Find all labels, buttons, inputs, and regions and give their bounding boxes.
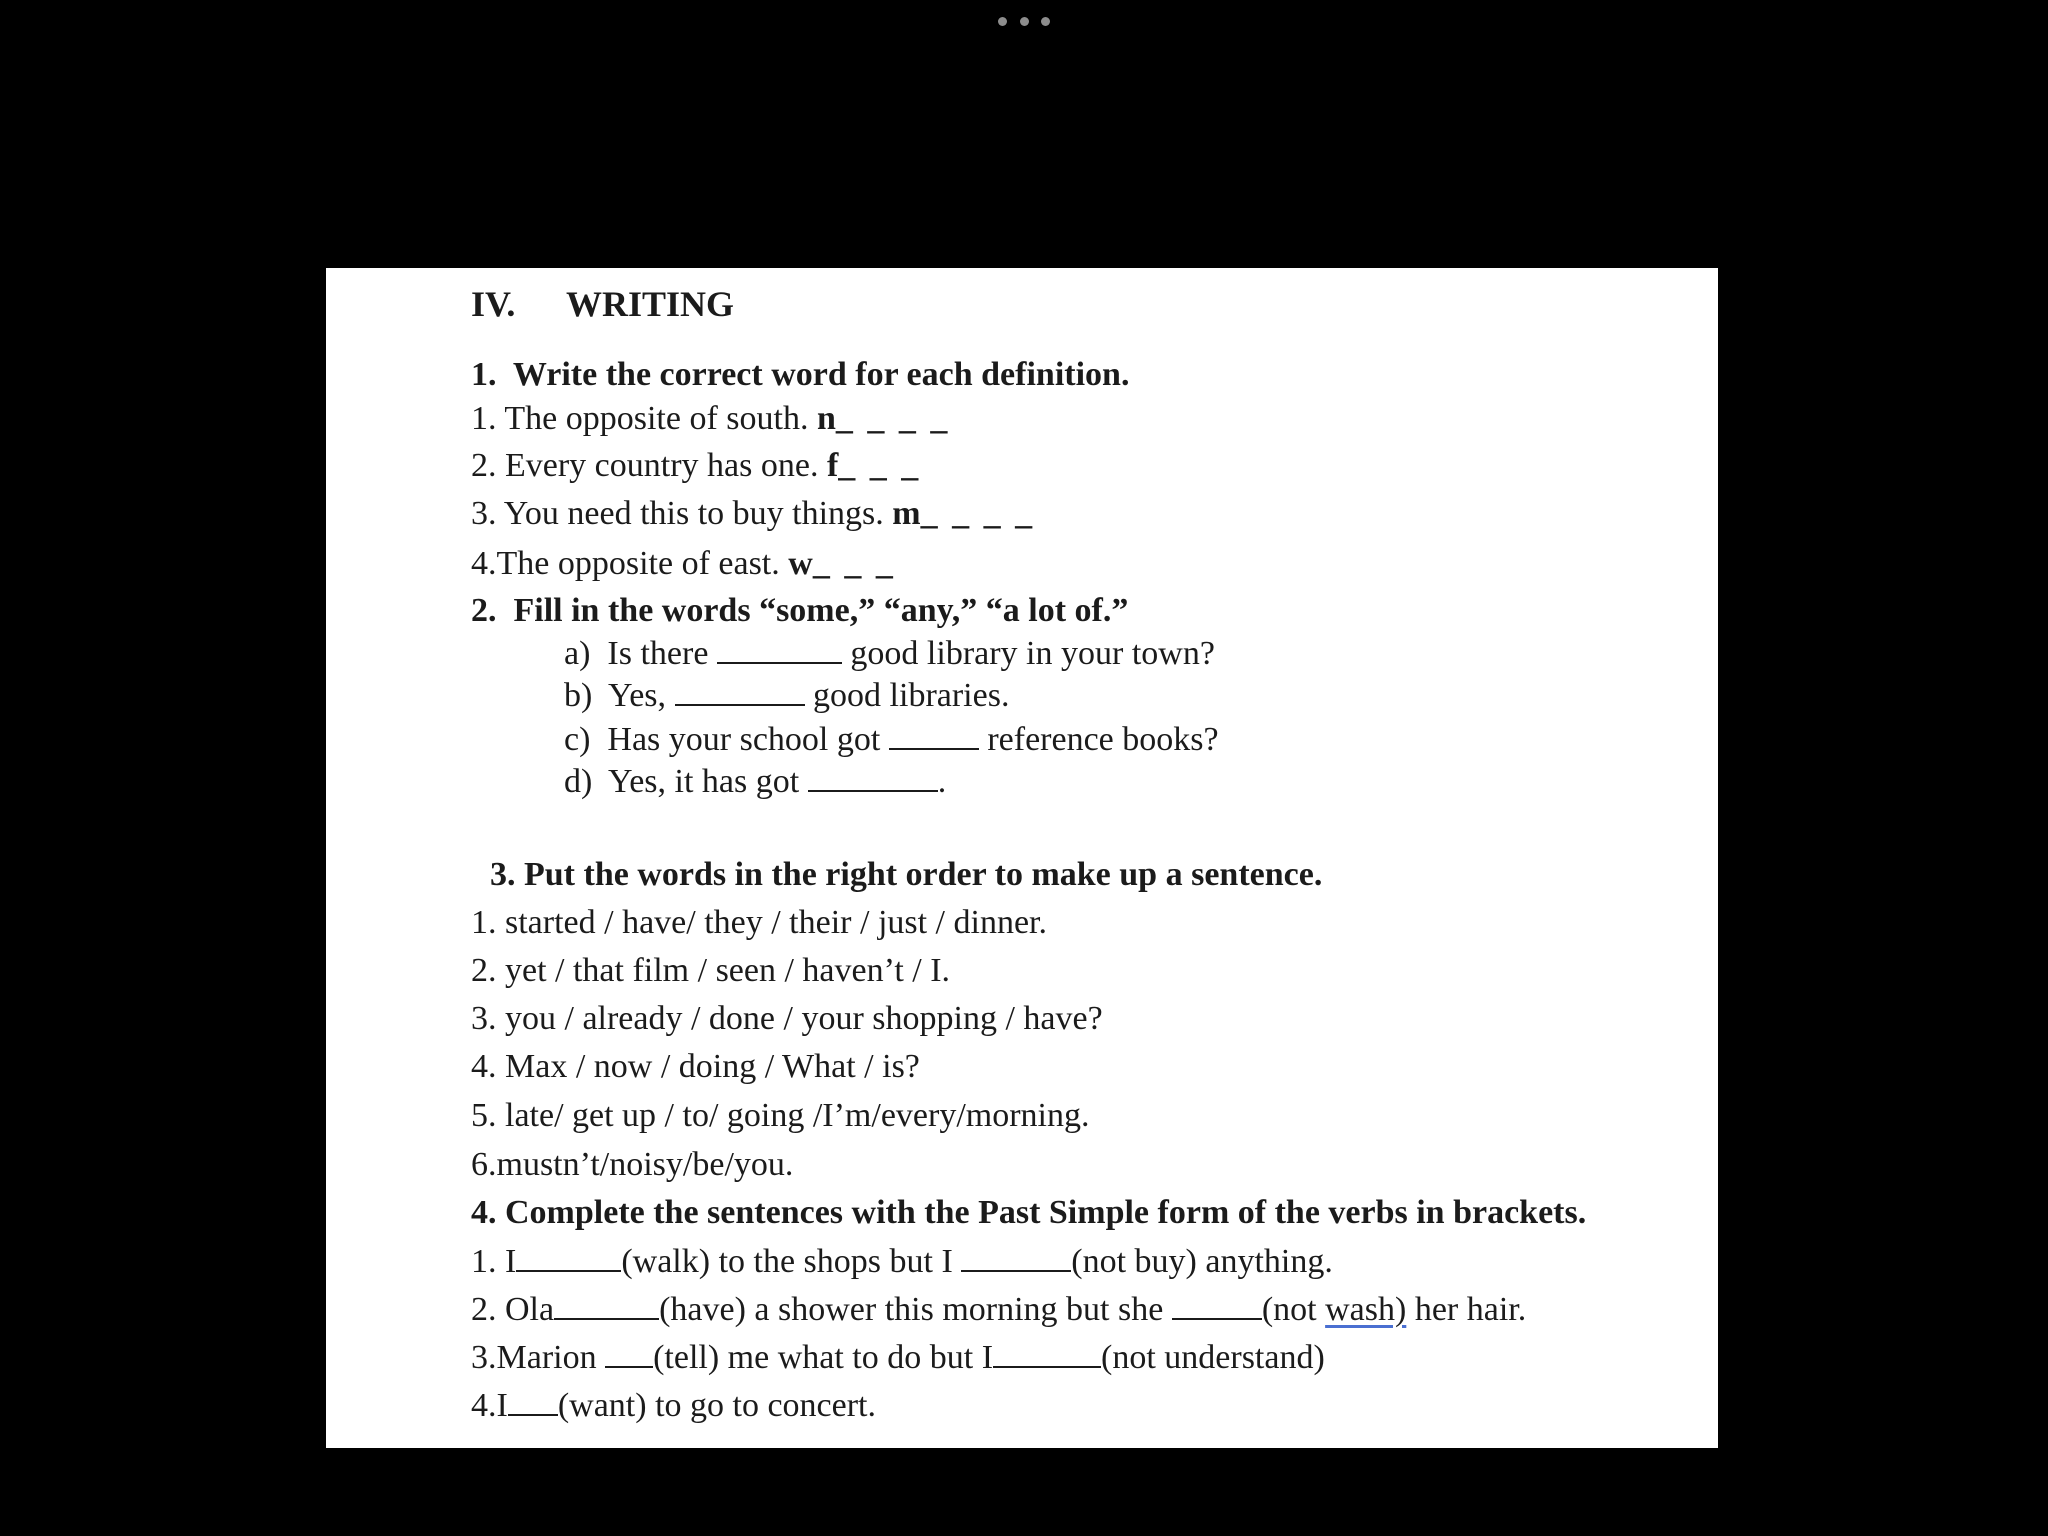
answer-blank[interactable] — [516, 1244, 621, 1272]
answer-blank[interactable] — [554, 1292, 659, 1320]
section-number: IV. — [471, 284, 516, 324]
exercise-2-item — [564, 764, 946, 799]
answer-blank[interactable] — [993, 1340, 1101, 1368]
exercise-4-item — [471, 1244, 1333, 1279]
exercise-3-item: 5. late/ get up / to/ going /I’m/every/morning. — [471, 1097, 1090, 1134]
exercise-4-item — [471, 1388, 876, 1423]
exercise-3-item: 6.mustn’t/noisy/be/you. — [471, 1146, 794, 1183]
item-text: 1. The opposite of south. — [471, 400, 817, 437]
item-text: wash) — [1325, 1291, 1407, 1328]
exercise-2-item — [564, 678, 1009, 713]
item-text: good libraries. — [804, 677, 1010, 714]
item-text: (tell) me what to do but I — [653, 1339, 994, 1376]
item-hint-letter: f — [826, 447, 839, 484]
answer-blank[interactable] — [808, 764, 938, 792]
item-text: (have) a shower this morning but she — [659, 1291, 1172, 1328]
answer-blank[interactable] — [717, 636, 842, 664]
item-text: 2. Ola — [471, 1291, 555, 1328]
item-text: c) Has your school got — [564, 721, 889, 758]
item-text: 3.Marion — [471, 1339, 606, 1376]
answer-blank[interactable] — [675, 678, 805, 706]
item-hint-letter: m — [892, 495, 921, 532]
item-text: 1. I — [471, 1243, 517, 1280]
section-title: WRITING — [566, 284, 735, 324]
exercise-4-title: 4. Complete the sentences with the Past Simple form of the verbs in brackets. — [471, 1194, 1587, 1231]
item-text: d) Yes, it has got — [564, 763, 808, 800]
answer-blank[interactable] — [508, 1388, 558, 1416]
item-hint-letter: n — [816, 400, 836, 437]
dot-icon — [1020, 17, 1029, 26]
worksheet-page — [326, 268, 1718, 1448]
exercise-2-title: 2. Fill in the words “some,” “any,” “a lot of.” — [471, 592, 1129, 629]
answer-blank[interactable] — [1172, 1292, 1262, 1320]
item-text: anything. — [1196, 1243, 1333, 1280]
item-blanks: _ _ _ _ — [920, 495, 1036, 532]
window-menu-dots[interactable] — [998, 14, 1050, 28]
item-hint-letter: w — [788, 545, 813, 582]
exercise-2-item — [564, 636, 1215, 671]
item-text: 2. Every country has one. — [471, 447, 827, 484]
answer-blank[interactable] — [961, 1244, 1071, 1272]
dot-icon — [998, 17, 1007, 26]
exercise-2-item — [564, 722, 1219, 757]
item-text: 4.The opposite of east. — [471, 545, 789, 582]
item-text: (not — [1261, 1291, 1326, 1328]
item-blanks: _ _ _ _ — [835, 400, 951, 437]
answer-blank[interactable] — [605, 1340, 653, 1368]
exercise-1-item — [471, 402, 950, 436]
dot-icon — [1041, 17, 1050, 26]
item-text: (not buy) — [1071, 1243, 1197, 1280]
item-text: (not understand) — [1101, 1339, 1325, 1376]
item-text: (walk) to the shops but I — [621, 1243, 962, 1280]
item-blanks: _ _ _ — [812, 545, 896, 582]
answer-blank[interactable] — [889, 722, 979, 750]
exercise-1-item — [471, 497, 1035, 531]
exercise-1-item — [471, 449, 921, 483]
item-text: (want) to go to concert. — [557, 1387, 876, 1424]
item-text: her hair. — [1406, 1291, 1527, 1328]
item-text: reference books? — [978, 721, 1219, 758]
exercise-4-item — [471, 1340, 1325, 1375]
exercise-3-item: 1. started / have/ they / their / just / dinner. — [471, 904, 1047, 941]
exercise-1-title: 1. Write the correct word for each definition. — [471, 356, 1130, 393]
exercise-1-item — [471, 547, 896, 581]
exercise-3-item: 2. yet / that film / seen / haven’t / I. — [471, 952, 951, 989]
item-text: b) Yes, — [564, 677, 675, 714]
item-text: . — [937, 763, 947, 800]
exercise-3-item: 3. you / already / done / your shopping / have? — [471, 1000, 1103, 1037]
item-text: 4.I — [471, 1387, 508, 1424]
item-text: a) Is there — [564, 635, 717, 672]
exercise-3-title: 3. Put the words in the right order to make up a sentence. — [490, 856, 1323, 893]
item-blanks: _ _ _ — [838, 447, 922, 484]
item-text: good library in your town? — [841, 635, 1215, 672]
exercise-4-item — [471, 1292, 1526, 1327]
exercise-3-item: 4. Max / now / doing / What / is? — [471, 1048, 920, 1085]
item-text: 3. You need this to buy things. — [471, 495, 893, 532]
